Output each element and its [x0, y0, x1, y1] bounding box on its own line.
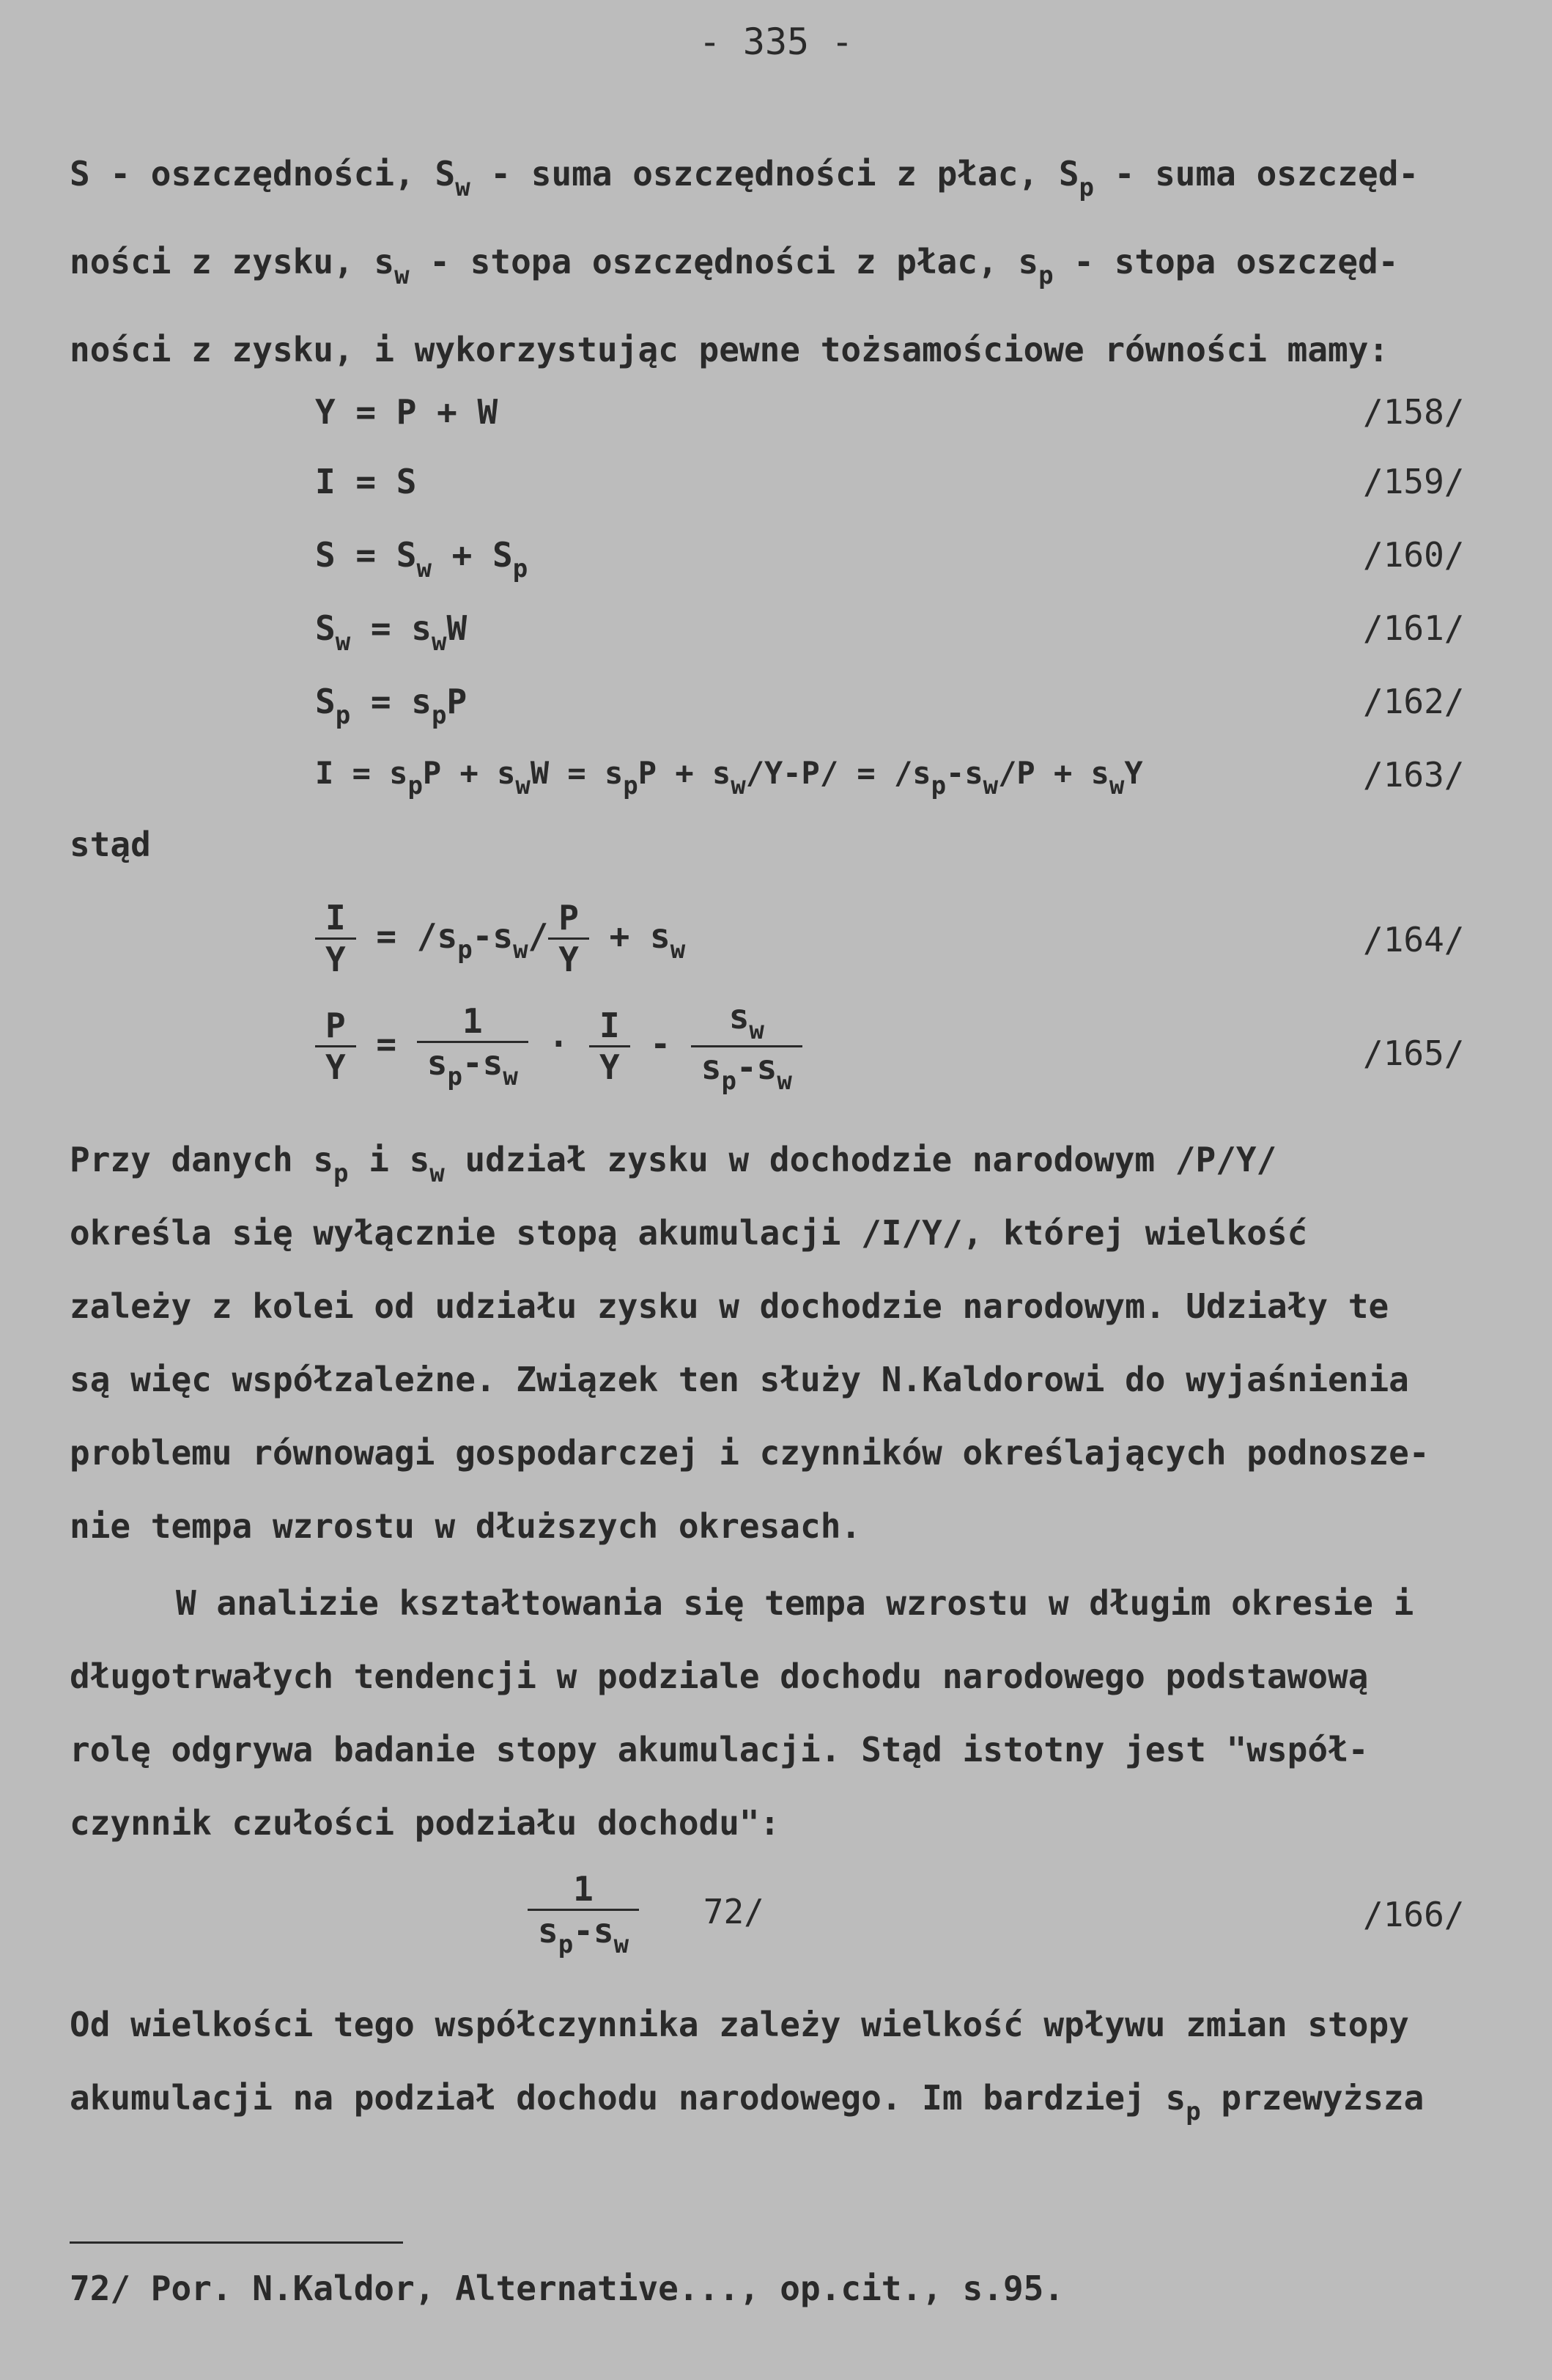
- equation-number: /160/: [1363, 535, 1465, 575]
- paragraph-line: W analizie kształtowania się tempa wzrostu w długim okresie i: [176, 1583, 1414, 1623]
- footnote: 72/ Por. N.Kaldor, Alternative..., op.cit., s.95.: [70, 2269, 1065, 2308]
- equation-162: $S_p = s_pP$: [315, 682, 468, 730]
- equation-number: /166/: [1363, 1895, 1465, 1934]
- paragraph-line: są więc współzależne. Związek ten służy N.Kaldorowi do wyjaśnienia: [70, 1360, 1409, 1399]
- equation-160: $S = S_w + S_p$: [315, 535, 528, 583]
- equation-158: Y = P + W: [315, 392, 498, 432]
- paragraph-line: nie tempa wzrostu w dłuższych okresach.: [70, 1506, 862, 1546]
- equation-164: $\frac{I}{Y}$ = $/s_p-s_w/$ $\frac{P}{Y}$ + $s_w$: [315, 898, 685, 979]
- stad-label: stąd: [70, 825, 151, 864]
- fraction: $\frac{I}{Y}$: [315, 898, 356, 979]
- paragraph-line: określa się wyłącznie stopą akumulacji /I/Y/, której wielkość: [70, 1213, 1308, 1253]
- paragraph-line: czynnik czułości podziału dochodu":: [70, 1803, 780, 1843]
- fraction: $\frac{P}{Y}$: [315, 1006, 356, 1087]
- fraction: $\frac{1}{s_p-s_w}$: [417, 1001, 528, 1091]
- paragraph-line: długotrwałych tendencji w podziale dochodu narodowego podstawową: [70, 1657, 1369, 1696]
- page-number: - 335 -: [698, 21, 854, 63]
- paragraph-line: zależy z kolei od udziału zysku w dochodzie narodowym. Udziały te: [70, 1286, 1389, 1326]
- paragraph-line: S - oszczędności, $S_w$ - suma oszczędności z płac, $S_p$ - suma oszczęd-: [70, 154, 1419, 202]
- equation-number: /162/: [1363, 682, 1465, 721]
- equation-166: [528, 1869, 764, 1959]
- paragraph-line: rolę odgrywa badanie stopy akumulacji. Stąd istotny jest "współ-: [70, 1730, 1369, 1769]
- equation-number: /158/: [1363, 392, 1465, 432]
- fraction: $\frac{1}{s_p-s_w}$: [528, 1869, 639, 1959]
- equation-165: $\frac{P}{Y}$ = $\frac{1}{s_p-s_w}$ · $\frac{I}{Y}$ - $\frac{s_w}{s_p-s_w}$: [315, 997, 802, 1096]
- fraction: $\frac{s_w}{s_p-s_w}$: [691, 997, 802, 1096]
- equation-number: /161/: [1363, 608, 1465, 648]
- paragraph-line: Przy danych $s_p$ i $s_w$ udział zysku w dochodzie narodowym /P/Y/: [70, 1140, 1277, 1188]
- footnote-ref: 72/: [703, 1892, 764, 1931]
- paragraph-line: problemu równowagi gospodarczej i czynników określających podnosze-: [70, 1433, 1430, 1473]
- paragraph-line: akumulacji na podział dochodu narodowego. Im bardziej $s_p$ przewyższa: [70, 2078, 1424, 2126]
- equation-number: /165/: [1363, 1034, 1465, 1073]
- paragraph-line: ności z zysku, i wykorzystując pewne tożsamościowe równości mamy:: [70, 330, 1389, 369]
- equation-163: $I = s_pP + s_wW = s_pP + s_w/Y-P/ = /s_p-s_w/P + s_wY$: [315, 755, 1143, 800]
- equation-161: $S_w = s_wW$: [315, 608, 468, 657]
- equation-number: /163/: [1363, 755, 1465, 795]
- fraction: $\frac{P}{Y}$: [548, 898, 589, 979]
- equation-159: I = S: [315, 462, 417, 501]
- paragraph-line: Od wielkości tego współczynnika zależy wielkość wpływu zmian stopy: [70, 2005, 1409, 2044]
- paragraph-line: ności z zysku, $s_w$ - stopa oszczędności z płac, $s_p$ - stopa oszczęd-: [70, 242, 1399, 290]
- fraction: $\frac{I}{Y}$: [589, 1006, 630, 1087]
- equation-number: /159/: [1363, 462, 1465, 501]
- footnote-separator: [70, 2241, 403, 2244]
- equation-number: /164/: [1363, 920, 1465, 959]
